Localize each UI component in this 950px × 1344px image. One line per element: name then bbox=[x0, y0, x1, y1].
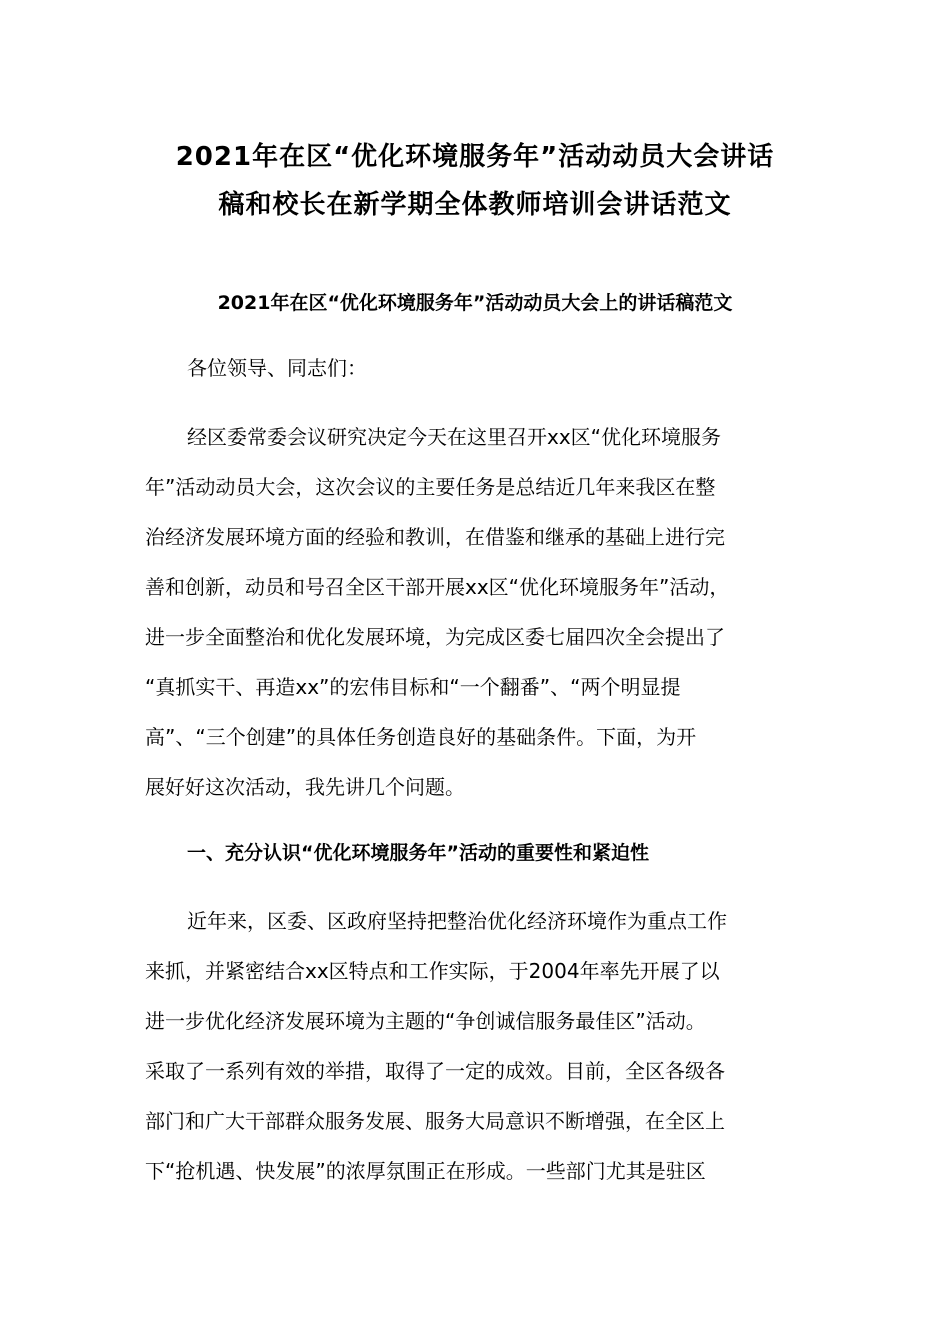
paragraph-line: 展好好这次活动，我先讲几个问题。 bbox=[145, 775, 465, 799]
paragraph-line: 治经济发展环境方面的经验和教训，在借鉴和继承的基础上进行完 bbox=[145, 525, 725, 549]
paragraph-line: 下“抢机遇、快发展”的浓厚氛围正在形成。一些部门尤其是驻区 bbox=[145, 1159, 706, 1183]
paragraph-line: 善和创新，动员和号召全区干部开展xx区“优化环境服务年”活动， bbox=[145, 575, 730, 599]
paragraph-2 bbox=[145, 896, 815, 1196]
paragraph-line: 年”活动动员大会，这次会议的主要任务是总结近几年来我区在整 bbox=[145, 475, 716, 499]
section-heading-1 bbox=[145, 828, 815, 878]
paragraph-line: 来抓，并紧密结合xx区特点和工作实际，于2004年率先开展了以 bbox=[145, 959, 720, 983]
document-title-line-2: 稿和校长在新学期全体教师培训会讲话范文 bbox=[218, 190, 732, 220]
paragraph-line: 进一步全面整治和优化发展环境，为完成区委七届四次全会提出了 bbox=[145, 625, 725, 649]
salutation-text: 各位领导、同志们： bbox=[187, 356, 367, 380]
paragraph-line: 进一步优化经济发展环境为主题的“争创诚信服务最佳区”活动。 bbox=[145, 1009, 706, 1033]
speech-subtitle: 2021年在区“优化环境服务年”活动动员大会上的讲话稿范文 bbox=[217, 292, 733, 314]
paragraph-line: 采取了一系列有效的举措，取得了一定的成效。目前，全区各级各 bbox=[145, 1059, 725, 1083]
paragraph-line: 部门和广大干部群众服务发展、服务大局意识不断增强，在全区上 bbox=[145, 1109, 725, 1133]
section-heading-text: 一、充分认识“优化环境服务年”活动的重要性和紧迫性 bbox=[187, 842, 649, 864]
paragraph-line: 近年来，区委、区政府坚持把整治优化经济环境作为重点工作 bbox=[187, 909, 727, 933]
paragraph-1 bbox=[145, 412, 815, 812]
salutation bbox=[145, 343, 815, 393]
paragraph-line: 经区委常委会议研究决定今天在这里召开xx区“优化环境服务 bbox=[187, 425, 722, 449]
paragraph-line: 高”、“三个创建”的具体任务创造良好的基础条件。下面，为开 bbox=[145, 725, 697, 749]
paragraph-line: “真抓实干、再造xx”的宏伟目标和“一个翻番”、“两个明显提 bbox=[145, 675, 681, 699]
document-title-line-1: 2021年在区“优化环境服务年”活动动员大会讲话 bbox=[175, 142, 775, 172]
